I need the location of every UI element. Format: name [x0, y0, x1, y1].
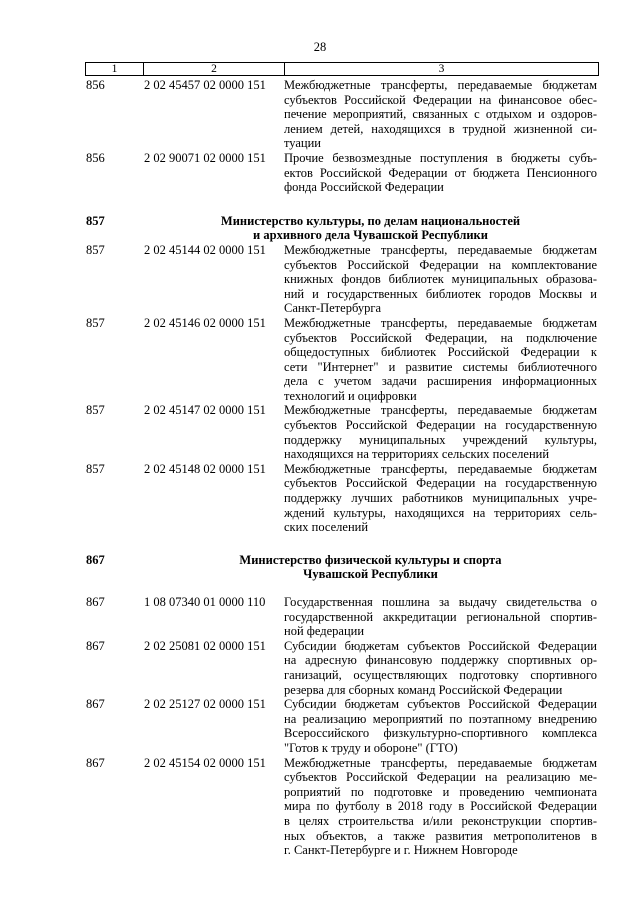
ministry-row	[0, 214, 640, 243]
budget-code: 2 02 25127 02 0000 151	[144, 697, 266, 712]
description-line: "Готов к труду и обороне" (ГТО)	[284, 740, 458, 755]
description-line: ганизаций, осуществляющих подготовку спортивного	[284, 667, 597, 682]
spacer	[0, 535, 640, 553]
description-line: лением детей, находящихся в трудной жизненной си-	[284, 121, 597, 136]
description-line: ний и государственных библиотек городов Москвы и	[284, 286, 597, 301]
ministry-title-line: Министерство культуры, по делам национальностей	[220, 213, 521, 228]
description-line: ных объектов, а также развития метрополитенов в	[284, 828, 597, 843]
table-row	[0, 595, 640, 639]
description-line: в целях строительства и/или реконструкции спортив-	[284, 813, 597, 828]
income-description	[284, 756, 597, 858]
budget-code: 1 08 07340 01 0000 110	[144, 595, 266, 609]
admin-code: 867	[86, 697, 105, 712]
description-line: туации	[284, 136, 321, 151]
admin-code: 857	[86, 213, 105, 228]
description-line: технологий и оцифровки	[284, 388, 417, 403]
admin-code: 856	[86, 150, 105, 165]
spacer	[0, 195, 640, 214]
admin-code: 867	[86, 755, 105, 770]
budget-code: 2 02 25081 02 0000 151	[144, 638, 266, 653]
header-col-3: 3	[285, 63, 599, 76]
description-line: дела с учетом задачи расширения информационных	[284, 374, 597, 389]
admin-code: 857	[86, 315, 105, 330]
description-line: г. Санкт-Петербурге и г. Нижнем Новгороде	[284, 843, 518, 858]
ministry-title	[144, 214, 597, 243]
admin-code: 857	[86, 403, 105, 418]
table-row	[0, 316, 640, 404]
description-line: фонда Российской Федерации	[284, 180, 444, 195]
description-line: книжных фондов библиотек муниципальных образова-	[284, 272, 597, 287]
admin-code: 867	[86, 638, 105, 653]
description-line: сети "Интернет" и развитие системы библиотечного	[284, 359, 597, 374]
income-description	[284, 595, 597, 639]
ministry-title-line: Чувашской Республики	[303, 567, 438, 582]
budget-code: 2 02 45144 02 0000 151	[144, 242, 266, 257]
ministry-title-line: Министерство физической культуры и спорта	[239, 552, 502, 567]
description-line: поддержку муниципальных учреждений культуры,	[284, 432, 597, 447]
description-line: субъектов Российской Федерации, на подключение	[284, 330, 597, 345]
page-number: 28	[313, 40, 327, 54]
admin-code: 856	[86, 78, 105, 92]
description-line: Прочие безвозмездные поступления в бюджеты субъ-	[284, 150, 597, 165]
income-description	[284, 316, 597, 404]
description-line: Межбюджетные трансферты, передаваемые бюджетам	[284, 403, 597, 418]
description-line: Межбюджетные трансферты, передаваемые бюджетам	[284, 461, 597, 476]
description-line: Субсидии бюджетам субъектов Российской Федерации	[284, 697, 597, 712]
description-line: на реализацию мероприятий по поэтапному внедрению	[284, 711, 597, 726]
table-row	[0, 639, 640, 697]
income-description	[284, 243, 597, 316]
budget-code: 2 02 45146 02 0000 151	[144, 315, 266, 330]
header-col-1: 1	[86, 63, 144, 76]
description-line: Межбюджетные трансферты, передаваемые бюджетам	[284, 242, 597, 257]
description-line: роприятий по подготовке и проведению чемпионата	[284, 784, 597, 799]
budget-code: 2 02 45147 02 0000 151	[144, 403, 266, 418]
description-line: ских поселений	[284, 520, 369, 535]
description-line: субъектов Российской Федерации на комплектование	[284, 257, 597, 272]
ministry-title-line: и архивного дела Чувашской Республики	[253, 228, 488, 243]
income-description	[284, 78, 597, 151]
table-row	[0, 697, 640, 755]
table-row	[0, 151, 640, 195]
spacer	[0, 582, 640, 595]
income-description	[284, 462, 597, 535]
table-header	[85, 62, 599, 76]
table-body	[0, 78, 640, 858]
admin-code: 857	[86, 242, 105, 257]
description-line: Государственная пошлина за выдачу свидетельства о	[284, 595, 597, 609]
description-line: ждений культуры, находящихся на территориях сель-	[284, 505, 597, 520]
admin-code: 867	[86, 552, 105, 567]
description-line: на адресную финансовую поддержку спортивных ор-	[284, 653, 597, 668]
description-line: Межбюджетные трансферты, передаваемые бюджетам	[284, 755, 597, 770]
description-line: субъектов Российской Федерации на государственную	[284, 476, 597, 491]
description-line: находящихся на территориях сельских поселений	[284, 447, 550, 462]
description-line: общедоступных библиотек Российской Федерации к	[284, 345, 597, 360]
budget-code: 2 02 45154 02 0000 151	[144, 755, 266, 770]
ministry-title	[144, 553, 597, 582]
budget-code: 2 02 90071 02 0000 151	[144, 150, 266, 165]
budget-code: 2 02 45148 02 0000 151	[144, 461, 266, 476]
income-description	[284, 697, 597, 755]
description-line: государственной аккредитации региональной спортив-	[284, 609, 597, 624]
description-line: субъектов Российской Федерации на финансовое обес-	[284, 92, 597, 107]
admin-code: 857	[86, 461, 105, 476]
admin-code: 867	[86, 595, 105, 609]
description-line: печение мероприятий, связанных с отдыхом и оздоров-	[284, 107, 597, 122]
income-description	[284, 151, 597, 195]
table-row	[0, 243, 640, 316]
ministry-row	[0, 553, 640, 582]
budget-code: 2 02 45457 02 0000 151	[144, 78, 266, 92]
income-description	[284, 403, 597, 461]
income-description	[284, 639, 597, 697]
description-line: ной федерации	[284, 624, 365, 639]
header-col-2: 2	[144, 63, 285, 76]
description-line: Субсидии бюджетам субъектов Российской Федерации	[284, 638, 597, 653]
description-line: мира по футболу в 2018 году в Российской Федерации	[284, 799, 597, 814]
description-line: Межбюджетные трансферты, передаваемые бюджетам	[284, 315, 597, 330]
table-row	[0, 462, 640, 535]
description-line: Межбюджетные трансферты, передаваемые бюджетам	[284, 78, 597, 92]
description-line: субъектов Российской Федерации на реализацию ме-	[284, 770, 597, 785]
table-row	[0, 78, 640, 151]
description-line: Всероссийского физкультурно-спортивного комплекса	[284, 726, 597, 741]
description-line: Санкт-Петербурга	[284, 301, 382, 316]
table-row	[0, 756, 640, 858]
description-line: поддержку лучших работников муниципальных учре-	[284, 491, 597, 506]
table-row	[0, 403, 640, 461]
description-line: ектов Российской Федерации от бюджета Пенсионного	[284, 165, 597, 180]
description-line: резерва для сборных команд Российской Федерации	[284, 682, 563, 697]
description-line: субъектов Российской Федерации на государственную	[284, 418, 597, 433]
